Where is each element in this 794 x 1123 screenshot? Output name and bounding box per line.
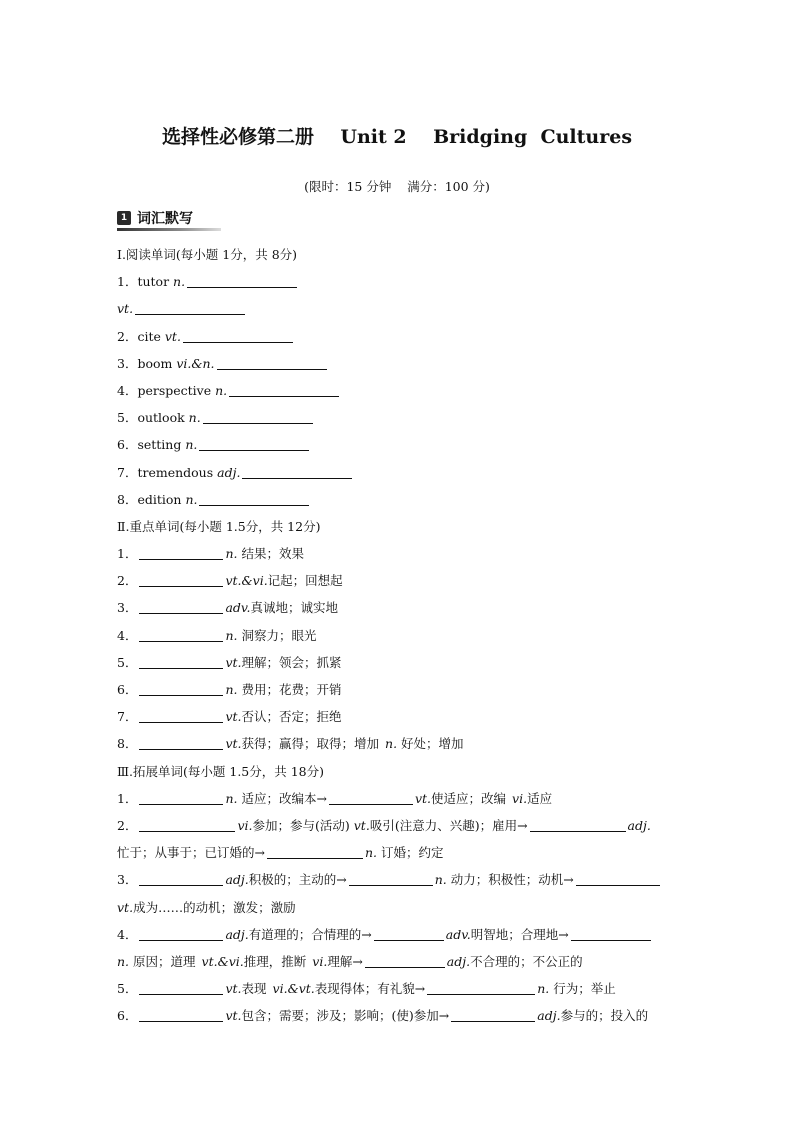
list-item [117, 377, 687, 404]
part-of-speech: n. [225, 790, 238, 806]
part-of-speech: vt. [117, 301, 134, 317]
part-of-speech: adv. [445, 926, 471, 942]
item-text: 有道理的；合情理的→ [248, 926, 372, 942]
item-text: tutor [137, 274, 170, 290]
section-label: 词汇默写 [137, 211, 193, 227]
part-of-speech: vt. [353, 817, 370, 833]
part-of-speech: n. [185, 491, 198, 507]
answer-blank[interactable] [183, 328, 293, 343]
item-text: 忙于；从事于；已订婚的→ [117, 845, 265, 861]
answer-blank[interactable] [427, 980, 535, 995]
answer-blank[interactable] [530, 817, 626, 832]
part-of-speech: vt. [225, 736, 242, 752]
list-item [117, 350, 687, 377]
list-item [117, 703, 687, 730]
item-text: 理解→ [327, 953, 363, 969]
item-text: 2． [117, 573, 138, 589]
item-text: 不合理的；不公正的 [470, 953, 583, 969]
item-text: 6． [117, 437, 138, 453]
part-of-speech: vi.&n. [176, 355, 215, 371]
part-of-speech: vt. [164, 328, 181, 344]
list-item [117, 540, 687, 567]
part-of-speech: adj. [225, 872, 249, 888]
item-text: 4． [117, 926, 138, 942]
list-item [117, 649, 687, 676]
answer-blank[interactable] [217, 355, 327, 370]
list-item [117, 594, 687, 621]
item-text: 适应；改编本→ [241, 790, 327, 806]
item-text: 推理，推断 [243, 953, 307, 969]
item-text: 费用；花费；开销 [241, 682, 342, 697]
answer-blank[interactable] [139, 627, 223, 642]
item-text: 包含；需要；涉及；影响；(使)参加→ [241, 1008, 450, 1024]
part-of-speech: adj. [225, 926, 249, 942]
list-item [117, 622, 687, 649]
exercise-content [117, 241, 687, 1029]
item-text: 吸引(注意力、兴趣)；雇用→ [369, 817, 528, 833]
list-item [117, 404, 687, 431]
item-text: 5． [117, 410, 138, 426]
section-number-badge: 1 [117, 211, 131, 225]
item-text: 1． [117, 546, 138, 562]
item-text: tremendous [137, 464, 214, 480]
item-text: 参与的；投入的 [560, 1008, 649, 1024]
answer-blank[interactable] [267, 844, 363, 859]
list-item [117, 812, 687, 839]
answer-blank[interactable] [139, 708, 223, 723]
part-of-speech: vi. [312, 953, 328, 969]
part-of-speech: vt. [225, 654, 242, 670]
item-text: 5． [117, 654, 138, 670]
list-item [117, 295, 687, 322]
answer-blank[interactable] [139, 599, 223, 614]
part-of-speech: n. [173, 274, 186, 290]
item-text: cite [137, 328, 161, 344]
part1-heading: Ⅰ.阅读单词(每小题 1分，共 8分) [117, 247, 298, 262]
list-item [117, 785, 687, 812]
item-text: 洞察力；眼光 [241, 627, 317, 643]
list-item [117, 459, 687, 486]
time-score-info: (限时：15 分钟 满分：100 分) [304, 179, 490, 194]
answer-blank[interactable] [139, 545, 223, 560]
item-text: 1． [117, 790, 138, 806]
answer-blank[interactable] [571, 926, 651, 941]
item-text: 1． [117, 274, 138, 290]
list-item [117, 921, 687, 948]
item-text: outlook [137, 410, 185, 426]
list-item [117, 323, 687, 350]
item-text: 2． [117, 817, 138, 833]
item-text: 表现 [241, 981, 267, 997]
answer-blank[interactable] [451, 1007, 535, 1022]
item-text: 8． [117, 736, 138, 752]
item-text: 成为……的动机；激发；激励 [133, 899, 296, 915]
section-heading [117, 207, 221, 229]
item-text: 3． [117, 600, 138, 616]
item-text: 4． [117, 627, 138, 643]
list-item [117, 1002, 687, 1029]
part-of-speech: vi. [512, 790, 528, 806]
list-item [117, 486, 687, 513]
list-item [117, 567, 687, 594]
item-text: setting [137, 437, 182, 453]
part-of-speech: n. [188, 410, 201, 426]
list-item [117, 866, 687, 893]
item-text: 结果；效果 [241, 546, 304, 562]
part3-heading: Ⅲ.拓展单词(每小题 1.5分，共 18分) [117, 763, 325, 779]
answer-blank[interactable] [349, 871, 433, 886]
part-of-speech: adj. [446, 953, 471, 969]
item-text: 适应 [527, 790, 553, 806]
item-text: 原因；道理 [133, 953, 196, 969]
list-item [117, 948, 687, 975]
part-of-speech: n. [225, 682, 238, 697]
part-of-speech: n. [225, 627, 238, 643]
list-item [117, 975, 687, 1002]
item-text: 7． [117, 464, 138, 480]
part-of-speech: vi.&vt. [272, 981, 315, 997]
part-of-speech: n. [117, 953, 130, 969]
part-of-speech: vt. [225, 709, 242, 725]
item-text: 6． [117, 1008, 138, 1024]
part-of-speech: vt.&vi. [225, 573, 268, 589]
part-of-speech: vt. [117, 899, 134, 915]
answer-blank[interactable] [187, 273, 297, 288]
item-text: 5． [117, 981, 138, 997]
answer-blank[interactable] [139, 572, 223, 587]
item-text: 2． [117, 328, 138, 344]
item-text: 动力；积极性；动机→ [450, 872, 574, 888]
part-of-speech: adj. [217, 464, 241, 480]
item-text: 理解；领会；抓紧 [241, 654, 342, 670]
answer-blank[interactable] [139, 817, 235, 832]
item-text: 7． [117, 709, 138, 725]
part-of-speech: adv. [225, 600, 251, 616]
part-of-speech: n. [385, 736, 398, 752]
answer-blank[interactable] [139, 735, 223, 750]
part-of-speech: vt. [225, 1008, 242, 1024]
item-text: 否认；否定；拒绝 [241, 709, 342, 725]
answer-blank[interactable] [139, 681, 223, 696]
list-item [117, 839, 687, 866]
item-text: 3． [117, 872, 138, 888]
item-text: 订婚；约定 [381, 845, 444, 861]
item-text: 好处；增加 [401, 736, 464, 752]
answer-blank[interactable] [139, 871, 223, 886]
part-of-speech: adj. [627, 817, 651, 833]
item-text: 行为；举止 [553, 981, 616, 997]
answer-blank[interactable] [576, 871, 660, 886]
answer-blank[interactable] [329, 790, 413, 805]
page-title: 选择性必修第二册 Unit 2 Bridging Cultures [161, 126, 633, 148]
item-text: 明智地；合理地→ [470, 926, 569, 942]
answer-blank[interactable] [139, 980, 223, 995]
item-text: 获得；赢得；取得；增加 [241, 736, 380, 752]
part-of-speech: n. [364, 845, 378, 861]
list-item [117, 894, 687, 921]
part-of-speech: adj. [537, 1008, 561, 1024]
answer-blank[interactable] [135, 300, 245, 315]
part-of-speech: vt.&vi. [201, 953, 244, 969]
answer-blank[interactable] [139, 654, 223, 669]
item-text: 真诚地；诚实地 [250, 600, 338, 616]
item-text: 参加；参与(活动) [252, 817, 350, 833]
answer-blank[interactable] [374, 926, 444, 941]
answer-blank[interactable] [199, 491, 309, 506]
answer-blank[interactable] [365, 953, 445, 968]
item-text: boom [137, 355, 173, 371]
list-item [117, 431, 687, 458]
part-of-speech: n. [537, 981, 550, 997]
item-text: 3． [117, 355, 138, 371]
item-text: 4． [117, 382, 138, 398]
item-text: perspective [137, 382, 212, 398]
list-item [117, 268, 687, 295]
answer-blank[interactable] [139, 926, 223, 941]
part-of-speech: n. [185, 437, 198, 453]
part-of-speech: vi. [237, 817, 253, 833]
item-text: 8． [117, 491, 138, 507]
list-item [117, 676, 687, 703]
item-text: 使适应；改编 [431, 790, 507, 806]
part-of-speech: n. [434, 872, 447, 888]
answer-blank[interactable] [203, 409, 313, 424]
part-of-speech: vt. [225, 981, 242, 997]
item-text: 积极的；主动的→ [248, 872, 347, 888]
section-underline [117, 228, 221, 231]
answer-blank[interactable] [199, 436, 309, 451]
item-text: 记起；回想起 [267, 573, 343, 589]
part2-heading: Ⅱ.重点单词(每小题 1.5分，共 12分) [117, 518, 321, 534]
answer-blank[interactable] [139, 790, 223, 805]
item-text: 表现得体；有礼貌→ [314, 981, 426, 997]
answer-blank[interactable] [242, 464, 352, 479]
part-of-speech: n. [215, 382, 228, 398]
list-item [117, 730, 687, 757]
part-of-speech: n. [225, 546, 238, 562]
part-of-speech: vt. [414, 790, 432, 806]
item-text: edition [137, 491, 182, 507]
answer-blank[interactable] [229, 382, 339, 397]
answer-blank[interactable] [139, 1007, 223, 1022]
item-text: 6． [117, 682, 138, 697]
